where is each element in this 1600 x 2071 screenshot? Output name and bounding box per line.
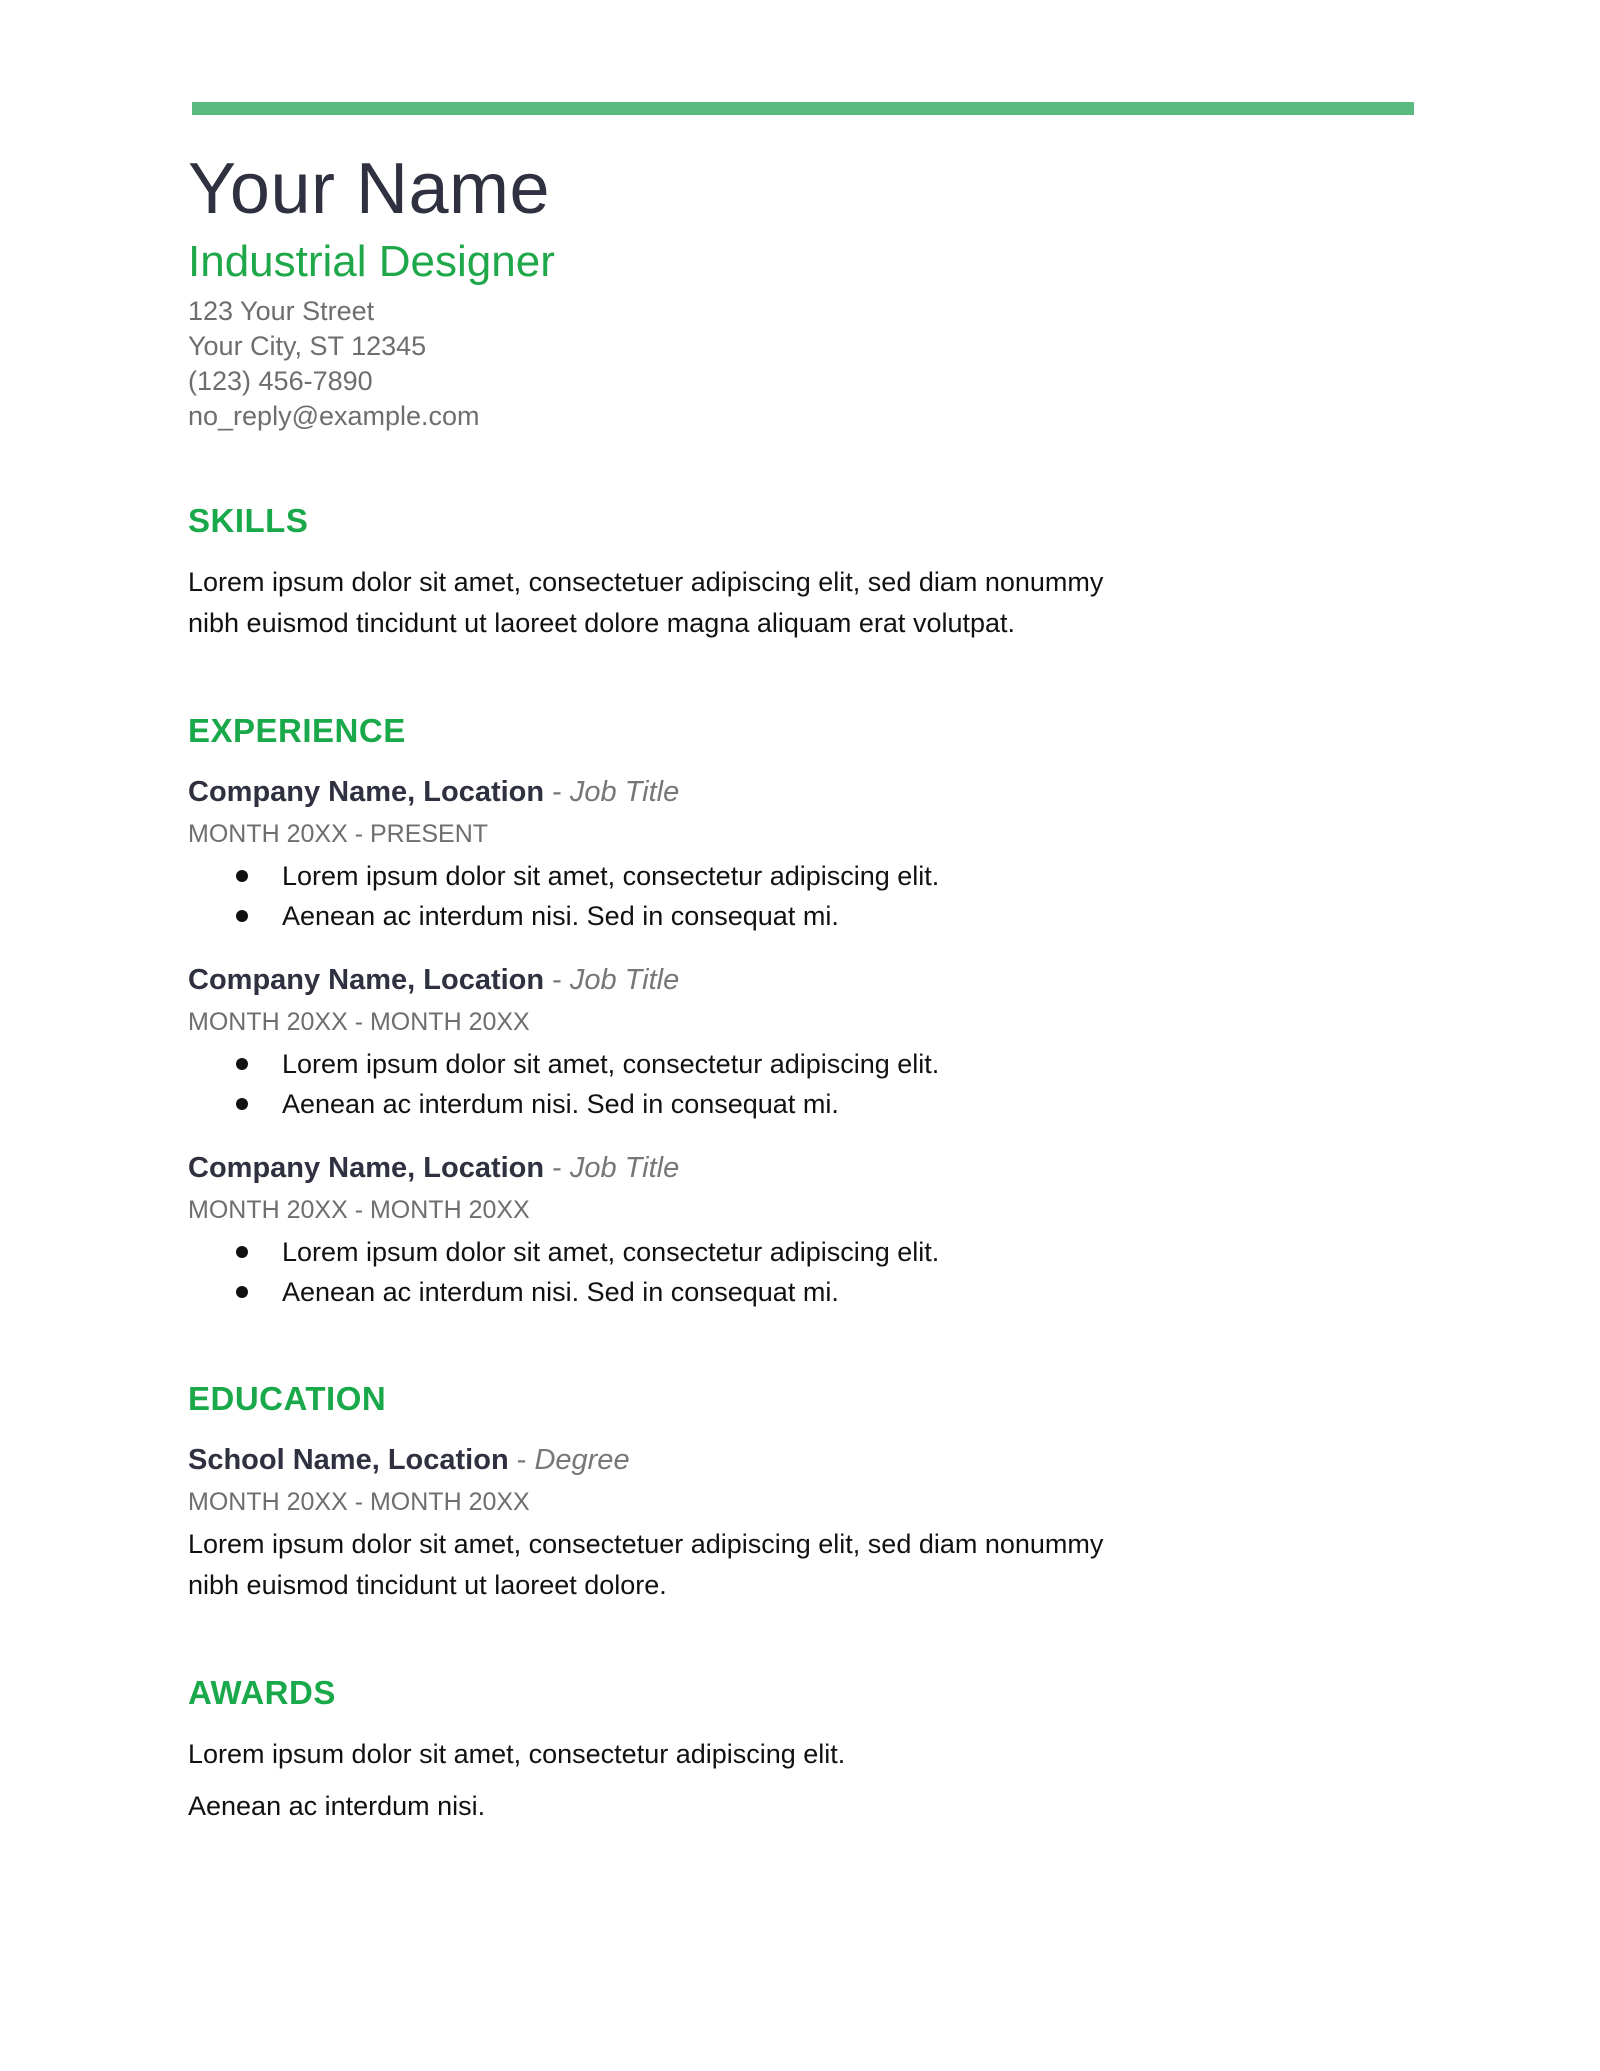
list-item [236,856,1238,896]
bullet-icon [236,1286,248,1298]
job-entry [188,960,1238,1124]
section-title-experience: EXPERIENCE [188,711,406,749]
section-title-education: EDUCATION [188,1379,387,1417]
job-title: Job Title [569,963,680,996]
experience-section [188,712,1238,1312]
bullet-icon [236,870,248,882]
bullet-text: Lorem ipsum dolor sit amet, consectetur adipiscing elit. [282,860,940,891]
job-dates: MONTH 20XX - PRESENT [188,819,489,848]
education-line: Lorem ipsum dolor sit amet, consectetuer adipiscing elit, sed diam nonummy [188,1528,1104,1559]
job-bullets [188,1232,1238,1312]
contact-email: no_reply@example.com [188,400,480,431]
award-line: Aenean ac interdum nisi. [188,1790,486,1821]
bullet-text: Lorem ipsum dolor sit amet, consectetur adipiscing elit. [282,1048,940,1079]
resume-header [188,150,1238,434]
list-item [236,1272,1238,1312]
bullet-text: Aenean ac interdum nisi. Sed in consequat mi. [282,900,839,931]
bullet-text: Aenean ac interdum nisi. Sed in consequat mi. [282,1276,839,1307]
bullet-icon [236,1098,248,1110]
contact-phone: (123) 456-7890 [188,365,373,396]
job-bullets [188,856,1238,936]
education-separator: - [508,1443,535,1476]
skills-section [188,502,1238,644]
skills-line: Lorem ipsum dolor sit amet, consectetuer adipiscing elit, sed diam nonummy [188,566,1104,597]
bullet-text: Aenean ac interdum nisi. Sed in consequat mi. [282,1088,839,1119]
skills-text [188,562,1238,644]
education-line: nibh euismod tincidunt ut laoreet dolore. [188,1569,667,1600]
list-item [236,896,1238,936]
top-accent-rule [192,102,1414,115]
award-line: Lorem ipsum dolor sit amet, consectetur adipiscing elit. [188,1738,846,1769]
list-item [236,1044,1238,1084]
section-title-skills: SKILLS [188,501,309,539]
section-title-awards: AWARDS [188,1673,336,1711]
job-heading [188,772,1238,812]
job-company: Company Name, Location [188,963,545,996]
job-dates: MONTH 20XX - MONTH 20XX [188,1195,530,1224]
job-role: Industrial Designer [188,237,555,287]
job-entry [188,772,1238,936]
skills-line: nibh euismod tincidunt ut laoreet dolore magna aliquam erat volutpat. [188,607,1016,638]
education-text [188,1524,1238,1606]
bullet-icon [236,1246,248,1258]
contact-city: Your City, ST 12345 [188,330,427,361]
education-heading [188,1440,1238,1480]
job-company: Company Name, Location [188,775,545,808]
list-item [236,1232,1238,1272]
job-separator: - [544,1151,570,1184]
job-heading [188,1148,1238,1188]
education-dates: MONTH 20XX - MONTH 20XX [188,1487,530,1516]
job-separator: - [544,963,570,996]
job-title: Job Title [569,775,680,808]
bullet-icon [236,1058,248,1070]
degree: Degree [534,1443,630,1476]
job-entry [188,1148,1238,1312]
job-separator: - [544,775,570,808]
bullet-icon [236,910,248,922]
bullet-text: Lorem ipsum dolor sit amet, consectetur adipiscing elit. [282,1236,940,1267]
job-heading [188,960,1238,1000]
contact-block [188,294,1238,434]
job-title: Job Title [569,1151,680,1184]
contact-street: 123 Your Street [188,295,375,326]
awards-section [188,1674,1238,1826]
person-name: Your Name [188,149,551,229]
job-bullets [188,1044,1238,1124]
education-section [188,1380,1238,1606]
job-dates: MONTH 20XX - MONTH 20XX [188,1007,530,1036]
resume-content [188,150,1238,1838]
job-company: Company Name, Location [188,1151,545,1184]
school-name: School Name, Location [188,1443,509,1476]
list-item [236,1084,1238,1124]
